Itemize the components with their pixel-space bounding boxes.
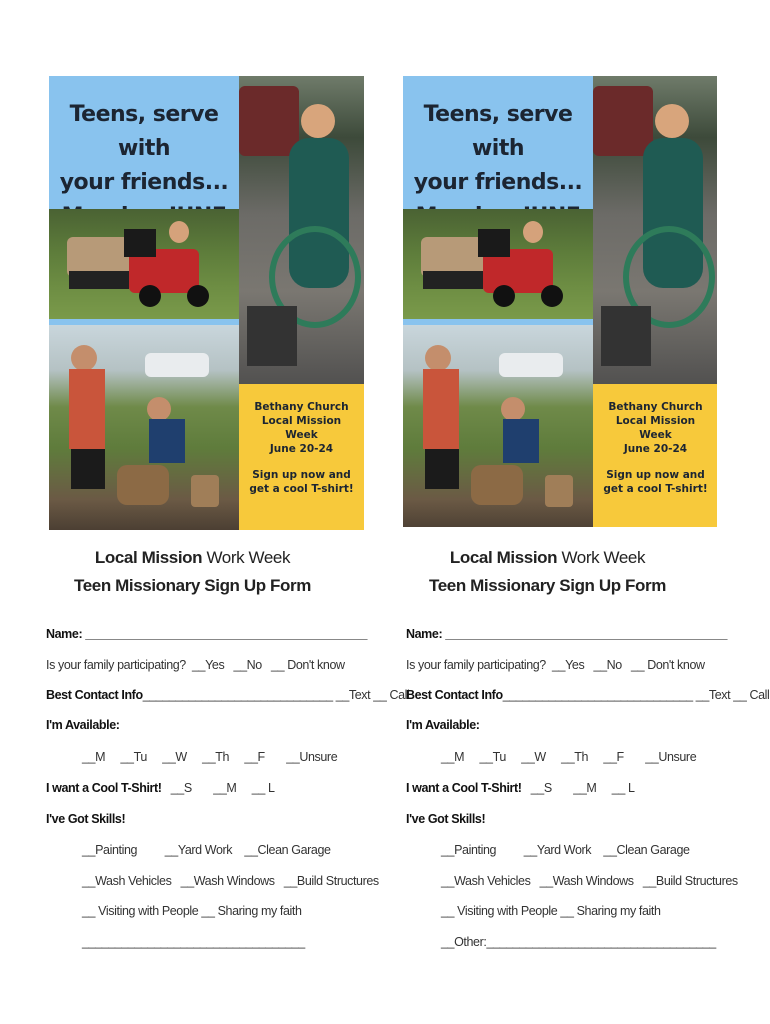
skills-options-1[interactable]: __Painting __Yard Work __Clean Garage bbox=[441, 843, 690, 857]
blank-write-in-line[interactable]: __________________________________ bbox=[82, 935, 305, 949]
tshirt-label: I want a Cool T-Shirt! bbox=[46, 781, 162, 795]
name-field[interactable]: Name: ___________________________________________ bbox=[46, 627, 368, 641]
tshirt-field[interactable] bbox=[406, 781, 635, 795]
available-label: I'm Available: bbox=[46, 718, 120, 732]
church-name: Bethany Church bbox=[608, 401, 703, 413]
photo-lawn-mower bbox=[49, 209, 239, 319]
signup-line-2: get a cool T-shirt! bbox=[603, 483, 708, 495]
skills-label: I've Got Skills! bbox=[46, 812, 126, 826]
event-dates: June 20-24 bbox=[269, 443, 334, 455]
contact-options[interactable]: __Text __ Call bbox=[692, 688, 770, 702]
contact-label: Best Contact Info bbox=[406, 688, 503, 702]
photo-boys-rolling-stump bbox=[49, 325, 239, 530]
signup-line-2: get a cool T-shirt! bbox=[249, 483, 354, 495]
skills-options-3[interactable]: __ Visiting with People __ Sharing my faith bbox=[441, 904, 661, 918]
family-participation-question[interactable]: Is your family participating? __Yes __No __ Don't know bbox=[46, 658, 345, 672]
tshirt-field[interactable] bbox=[46, 781, 275, 795]
form-subtitle: Teen Missionary Sign Up Form bbox=[429, 576, 666, 595]
contact-options[interactable]: __Text __ Call bbox=[332, 688, 410, 702]
church-name: Bethany Church bbox=[254, 401, 349, 413]
form-title bbox=[0, 548, 385, 568]
available-label: I'm Available: bbox=[406, 718, 480, 732]
form-title-light: Work Week bbox=[557, 548, 646, 567]
form-title bbox=[355, 548, 740, 568]
signup-line-1: Sign up now and bbox=[606, 469, 705, 481]
headline-line-1: Teens, serve with bbox=[423, 102, 573, 161]
skills-options-2[interactable]: __Wash Vehicles __Wash Windows __Build Structures bbox=[441, 874, 738, 888]
skills-options-3[interactable]: __ Visiting with People __ Sharing my faith bbox=[82, 904, 302, 918]
photo-boy-with-hose bbox=[593, 76, 717, 384]
event-name: Local Mission Week bbox=[261, 415, 342, 441]
contact-info-field[interactable] bbox=[406, 688, 769, 702]
form-subtitle: Teen Missionary Sign Up Form bbox=[74, 576, 311, 595]
contact-blank[interactable]: _____________________________ bbox=[502, 688, 693, 702]
form-title-bold: Local Mission bbox=[449, 548, 558, 567]
form-title-bold: Local Mission bbox=[94, 548, 203, 567]
name-field[interactable]: Name: ___________________________________________ bbox=[406, 627, 728, 641]
headline-line-2: your friends... bbox=[413, 170, 583, 195]
photo-boys-rolling-stump bbox=[403, 325, 593, 527]
contact-blank[interactable]: _____________________________ bbox=[142, 688, 333, 702]
info-text bbox=[245, 400, 358, 496]
headline-box bbox=[403, 76, 593, 209]
photo-lawn-mower bbox=[403, 209, 593, 319]
other-write-in-line[interactable]: __Other:___________________________________ bbox=[441, 935, 716, 949]
tshirt-sizes[interactable]: __S __M __ L bbox=[521, 781, 635, 795]
contact-label: Best Contact Info bbox=[46, 688, 143, 702]
poster bbox=[49, 76, 364, 530]
signup-line-1: Sign up now and bbox=[252, 469, 351, 481]
event-dates: June 20-24 bbox=[623, 443, 688, 455]
skills-options-1[interactable]: __Painting __Yard Work __Clean Garage bbox=[82, 843, 331, 857]
skills-label: I've Got Skills! bbox=[406, 812, 486, 826]
right-signup-flyer bbox=[355, 0, 770, 1024]
info-box bbox=[239, 384, 364, 530]
skills-options-2[interactable]: __Wash Vehicles __Wash Windows __Build Structures bbox=[82, 874, 379, 888]
tshirt-label: I want a Cool T-Shirt! bbox=[406, 781, 522, 795]
poster bbox=[403, 76, 717, 527]
family-participation-question[interactable]: Is your family participating? __Yes __No __ Don't know bbox=[406, 658, 705, 672]
info-text bbox=[599, 400, 712, 496]
photo-boy-with-hose bbox=[239, 76, 364, 384]
headline-line-1: Teens, serve with bbox=[69, 102, 219, 161]
form-title-light: Work Week bbox=[202, 548, 291, 567]
available-days-options[interactable]: __M __Tu __W __Th __F __Unsure bbox=[82, 750, 338, 764]
event-name: Local Mission Week bbox=[615, 415, 696, 441]
available-days-options[interactable]: __M __Tu __W __Th __F __Unsure bbox=[441, 750, 697, 764]
tshirt-sizes[interactable]: __S __M __ L bbox=[161, 781, 275, 795]
headline-box bbox=[49, 76, 239, 209]
info-box bbox=[593, 384, 717, 527]
headline-line-2: your friends... bbox=[59, 170, 229, 195]
